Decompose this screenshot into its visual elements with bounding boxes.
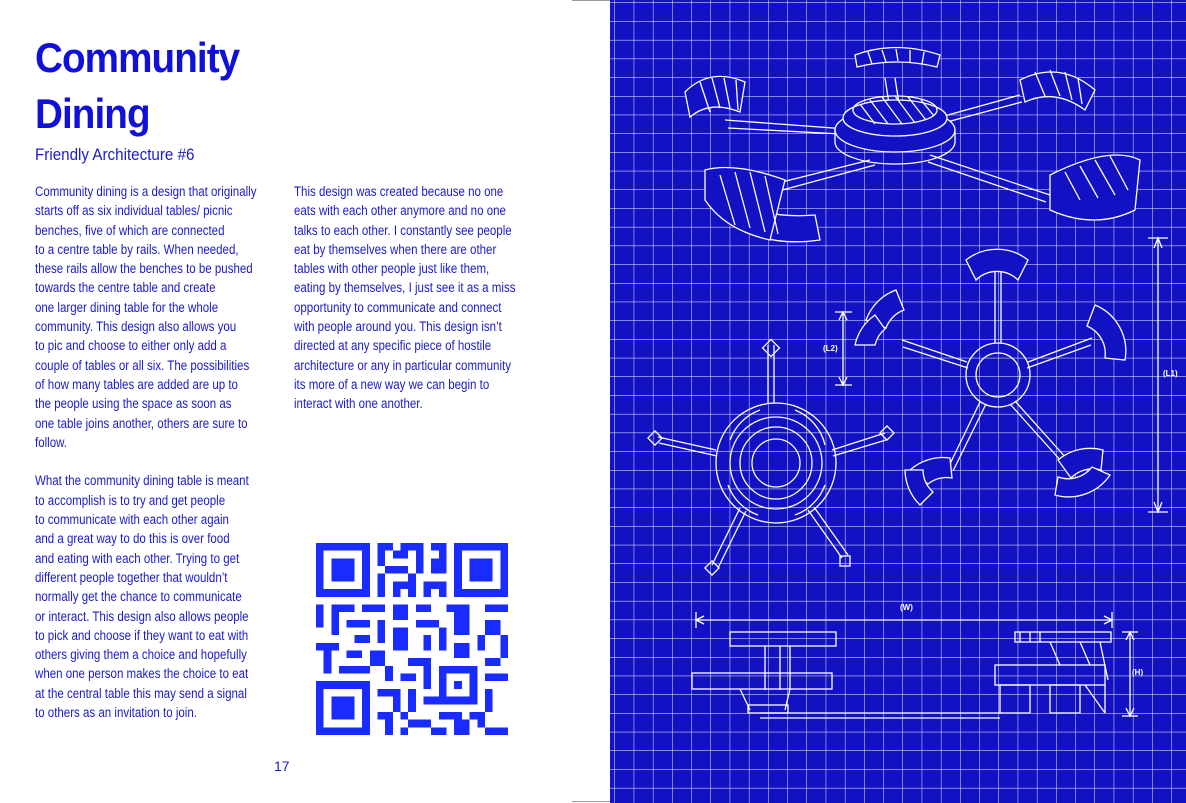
text-line: with people around you. This design isn’t xyxy=(294,319,502,335)
body-column-1 xyxy=(35,182,269,722)
text-line: the people using the space as soon as xyxy=(35,396,232,412)
text-line: and a great way to do this is over food xyxy=(35,531,230,547)
text-line: interact with one another. xyxy=(294,396,423,412)
text-line: to communicate with each other again xyxy=(35,512,229,528)
text-line: architecture or any in particular community xyxy=(294,357,511,373)
dimension-label-w: (W) xyxy=(900,603,913,612)
text-line: to accomplish is to try and get people xyxy=(35,492,226,508)
text-line: starts off as six individual tables/ picnic xyxy=(35,203,233,219)
text-line: eat by themselves when there are other xyxy=(294,241,497,257)
text-line: benches, five of which are connected xyxy=(35,222,225,238)
text-line: to pic and choose to either only add a xyxy=(35,338,227,354)
text-line: one table joins another, others are sure to xyxy=(35,415,248,431)
text-line: and eating with each other. Trying to get xyxy=(35,550,240,566)
title-line-1: Community xyxy=(35,34,240,81)
text-line: of how many tables are added are up to xyxy=(35,376,238,392)
text-line: follow. xyxy=(35,434,68,450)
dimension-label-l1: (L1) xyxy=(1163,369,1178,378)
text-line: to a centre table by rails. When needed, xyxy=(35,241,239,257)
title-line-2: Dining xyxy=(35,90,150,137)
text-line: eats with each other anymore and no one xyxy=(294,203,506,219)
blueprint-drawing xyxy=(610,0,1186,803)
text-line: to pick and choose if they want to eat with xyxy=(35,627,249,643)
dimension-label-h: (H) xyxy=(1132,668,1144,677)
text-line: at the central table this may send a signal xyxy=(35,685,247,701)
page-subtitle: Friendly Architecture #6 xyxy=(35,146,195,164)
text-line: others giving them a choice and hopefully xyxy=(35,647,247,663)
text-line: or interact. This design also allows people xyxy=(35,608,249,624)
text-line: different people together that wouldn’t xyxy=(35,569,228,585)
blueprint-page xyxy=(610,0,1186,803)
text-line: This design was created because no one xyxy=(294,184,504,199)
text-line: What the community dining table is meant xyxy=(35,473,249,489)
paragraph-2 xyxy=(35,471,269,722)
text-line: eating by themselves, I just see it as a miss xyxy=(294,280,516,296)
text-line: normally get the chance to communicate xyxy=(35,589,242,605)
text-line: these rails allow the benches to be pushed xyxy=(35,261,253,277)
text-line: one larger dining table for the whole xyxy=(35,299,219,315)
text-line: its more of a new way we can begin to xyxy=(294,376,490,392)
text-line: tables with other people just like them, xyxy=(294,261,490,277)
crop-rule-bottom xyxy=(572,801,612,802)
paragraph-1 xyxy=(35,182,269,452)
page-number: 17 xyxy=(274,758,290,774)
body-column-2 xyxy=(294,182,535,414)
paragraph-gap xyxy=(35,452,269,471)
page-title xyxy=(35,30,311,142)
qr-code[interactable] xyxy=(316,543,508,735)
text-line: couple of tables or all six. The possibilities xyxy=(35,357,250,373)
text-line: Community dining is a design that originally xyxy=(35,184,257,199)
text-line: community. This design also allows you xyxy=(35,319,237,335)
text-line: to others as an invitation to join. xyxy=(35,705,197,721)
text-line: directed at any specific piece of hostile xyxy=(294,338,492,354)
text-line: when one person makes the choice to eat xyxy=(35,666,249,682)
dimension-label-l2: (L2) xyxy=(823,344,838,353)
text-line: talks to each other. I constantly see people xyxy=(294,222,512,238)
text-line: towards the centre table and create xyxy=(35,280,216,296)
text-line: opportunity to communicate and connect xyxy=(294,299,502,315)
crop-rule-top xyxy=(572,0,612,1)
